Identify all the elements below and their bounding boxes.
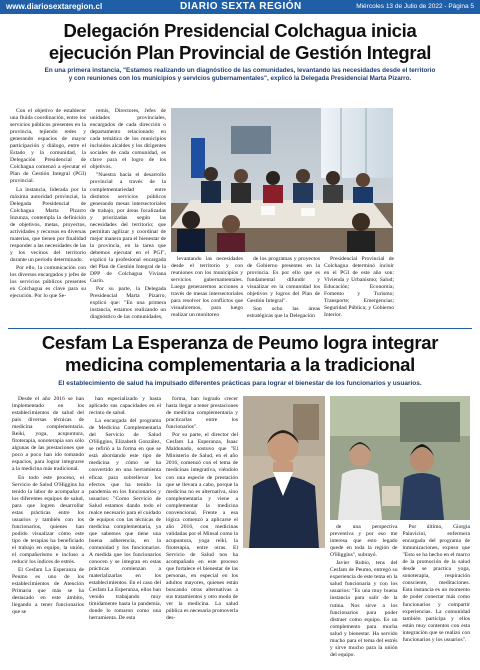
article2-column-4-spacer — [243, 552, 325, 666]
article2-lead: El establecimiento de salud ha impulsado diferentes prácticas para lograr el bienestar de los funcionarios y usuarios. — [58, 380, 422, 387]
article2-headline-line1: Cesfam La Esperanza de Peumo logra integrar — [41, 332, 439, 353]
article1-headline — [10, 20, 470, 64]
person-photo-image — [243, 396, 325, 548]
article1-column-5 — [324, 256, 394, 324]
paragraph: de los programas y proyectos de Gobierno presentes en la provincia. Es por ello que es fundamental difundir y visualizar en la comunidad los objetivos y logros del Plan de Gestión Integral". — [247, 256, 320, 305]
article1-headline-line1: Delegación Presidencial Colchagua inicia — [63, 20, 417, 41]
meeting-room-image — [171, 108, 393, 252]
issue-date: Miércoles 13 de Julio de 2022 - Página 5 — [356, 3, 474, 10]
article1-meeting-photo — [171, 108, 393, 252]
paragraph: de una perspectiva preventiva y por eso me interesa que esto legado quede en toda la región de O'Higgins", subrayó. — [330, 524, 398, 559]
article1-lead — [30, 67, 450, 83]
paragraph: Por ello, la comunicación con los diversos encargados y jefes de los servicios públicos presentes en Colchagua es clave para su ejecución. Por lo que Se- — [10, 265, 86, 300]
article2-portrait-photo — [243, 396, 325, 548]
staff-group-photo-image — [330, 396, 470, 520]
paragraph: levantando las necesidades desde el territorio y con reuniones con los municipios y servicios gubernamentales. Luego generaremos acciones a través de mesas intersectoriales para resolver los conflictos que visualicemos, para luego realizar un monitoreo — [171, 256, 243, 319]
article2-column-5-text — [330, 524, 470, 666]
paragraph: Javier Rubio, tens del Cesfam de Peumo, entregó su experiencia de este tema en la salud funcionaria y con los usuarios: "Es una muy buena instancia para salir de la rutina. Nos sirve a los funcionarios para poder distraer como equipo. Es un complemento para mucha salud y bienestar. Ha servido mucho para el tema del estrés y sirve mucho para la unión del equipo. — [330, 560, 398, 658]
article2-headline-line2: medicina complementaria a la tradicional — [65, 354, 415, 375]
paragraph: Por su parte, la Delegada Presidencial Marta Pizarro, explicó que: "En una primera instancia, estamos realizando un diagnóstico de las comunidades, — [90, 286, 166, 321]
article2-column-2 — [89, 396, 161, 666]
article2-column-5 — [330, 396, 470, 666]
article1-column-4 — [247, 256, 320, 324]
article1-column-1 — [10, 108, 86, 324]
paragraph: La encargada del programa de Medicina Complementaria del Servicio de Salud O'Higgins, Elizabeth González, se refirió a la forma en que se está abordando este tipo de medicina y cómo se ha convertido en una herramienta eficaz para sobrellevar los efectos que ha tenido la pandemia en los funcionarios y usuarios: "Como Servicio de Salud estamos dando todo el realce necesario para el cuidado de equipos con las técnicas de medicina complementaria, ya que sabemos que tiene una buena adherencia, en la comunidad y los funcionarios. A medida que los funcionarios conocen y se integran en estas prácticas comienzan a materializarlas en los establecimientos. En el caso del Cesfam La Esperanza, ellos han venido trabajando muy tímidamente hasta la pandemia, donde lo tomaron como una herramienta. De esta — [89, 418, 161, 622]
site-url[interactable]: www.diariosextaregion.cl — [6, 2, 103, 11]
paragraph: forma, han logrado crecer hasta llegar a tener prestaciones de medicina complementaria y practicarlas entre los funcionarios". — [166, 396, 238, 431]
paragraph: Presidencial Provincial de Colchagua determinó incluir en el PGI de este año son: Vivienda y Urbanismo; Salud; Educación; Economía; Fomento y Turismo; Transporte; Emergencias; Seguridad Pública; y Gobierno Interior. — [324, 256, 394, 319]
paragraph: Son ocho las áreas estratégicas que la Delegación — [247, 306, 320, 320]
paragraph: En todo este proceso, el Servicio de Salud O'Higgins ha tenido la labor de acompañar a los diferentes equipos de salud, para que logren desarrollar estas prácticas entre los usuarios y también con los funcionarios, quienes han podido visualizar cómo este tipo de terapias ha beneficiado el trabajo en equipo, la unión, el compañerismo e incluso a reducir los índices de estrés. — [12, 474, 84, 566]
paragraph: han especializado y hasta aplicado sus capacidades en el recinto de salud. — [89, 396, 161, 417]
article2-column-5-photo-area — [330, 396, 470, 520]
paragraph: "Nuestra hacía el desarrollo provincial a través de la complementariedad entre distintos servicios públicos generando mesas intersectoriales de trabajo, por áreas focalizadas y priorizadas según las necesidades del territorio; que permitan agilizar y coordinar de mejor manera para el bienestar de la provincia, en la tarea que debemos ejecutar en el PGI", explicó la profesional encargada del Plan de Gestión Integral de la DPP de Colchagua Viviana Garín. — [90, 172, 166, 285]
article2-headline — [8, 332, 472, 376]
paragraph: Con el objetivo de establecer una fluida coordinación, entre los servicios públicos presentes en la provincia, tejiendo redes y generando espacios de mayor participación y diálogo, entre el Estado y la comunidad, la Delegación Presidencial de Colchagua comenzó a ejecutar el Plan de Gestión Integral (PGI) provincial. — [10, 108, 86, 185]
article1-column-3 — [171, 256, 243, 324]
newspaper-name: DIARIO SEXTA REGIÓN — [180, 1, 302, 12]
paragraph: remis, Directores, Jefes de unidades provinciales, encargados de cada dirección o departamento relacionado en cada temática de los municipios incluidos alcaldes y los dirigentes sociales de cada comunidad, es clave para el logro de los objetivos. — [90, 108, 166, 171]
article1-lead-line2: y con reuniones con los municipios y servicios gubernamentales", explicó la Delegada Presidencial Marta Pizarro. — [68, 75, 412, 82]
article1-lead-line1: En una primera instancia, "Estamos realizando un diagnóstico de las comunidades, levantando las necesidades desde el territorio — [44, 67, 436, 74]
article2-column-3 — [166, 396, 238, 666]
paragraph: Por último, Giorgia Palavicini, enfermera encargada del programa de inmunizaciones, expuso que "Esto se ha hecho en el marco de la promoción de la salud desde se practica yoga, sonoterapia, respiración consciente, meditaciones. Esta instancia es un momento de poder conectar más como funcionarios y compartir experiencias. La comunidad también participa y ellos están muy contentos con esta integración que se realizó con funcionarios y los usuarios". — [402, 524, 470, 643]
article1-headline-line2: ejecución Plan Provincial de Gestión Integral — [48, 42, 432, 63]
paragraph: La instancia, liderada por la máxima autoridad provincial, la Delegada Presidencial de Colchagua Marta Pizarro Inzunza, contempla la definición de objetivos, metas, proyectos, actividades y recursos en diversas materias, que tienen por finalidad responder a las necesidades de las y los vecinos del territorio durante un periodo determinado. — [10, 186, 86, 263]
page-header-bar — [0, 0, 480, 14]
section-divider — [8, 328, 472, 329]
article1-column-5-upper — [398, 108, 470, 324]
paragraph: Por su parte, el director del Cesfam La Esperanza, Isaac Maldonado, sostuvo que "El Ministerio de Salud, en el año 2016, comenzó con el tema de medicinas integrativa, viéndolo con una especie de prestación que se llevara a cabo, porque la medicina no es alternativa, sino complementaria y viene a complementar la medicina convencional. Frente a esa lógica comenzó a aplicarse el año 2016, con medicinas validadas por el Minsal como la acupuntura, yoga reiki, la fitoterapia, entre otras. El Servicio de Salud nos ha acompañado en este proceso que fortalece el bienestar de las personas, en especial en los adultos mayores, quienes están buscando otras alternativas a sus tratamientos y otro modo de ver la medicina. La salud pública es necesaria promoverla des- — [166, 432, 238, 622]
article1-column-2 — [90, 108, 166, 324]
paragraph: Desde el año 2016 se han implementado en los establecimientos de salud del país diversas técnicas de medicina complementaria. Reiki, yoga, acupuntura, fitoterapia, sonoterapia son sólo algunas de las prestaciones que poco a poco han ido tomando espacios, para lograr integrarse a la medicina más tradicional. — [12, 396, 84, 473]
article2-column-1 — [12, 396, 84, 666]
paragraph: El Cesfam La Esperanza de Peumo es uno de los establecimientos de Atención Primaria que más se ha destacado en este ámbito, llegando a tener funcionarios que se — [12, 567, 84, 616]
